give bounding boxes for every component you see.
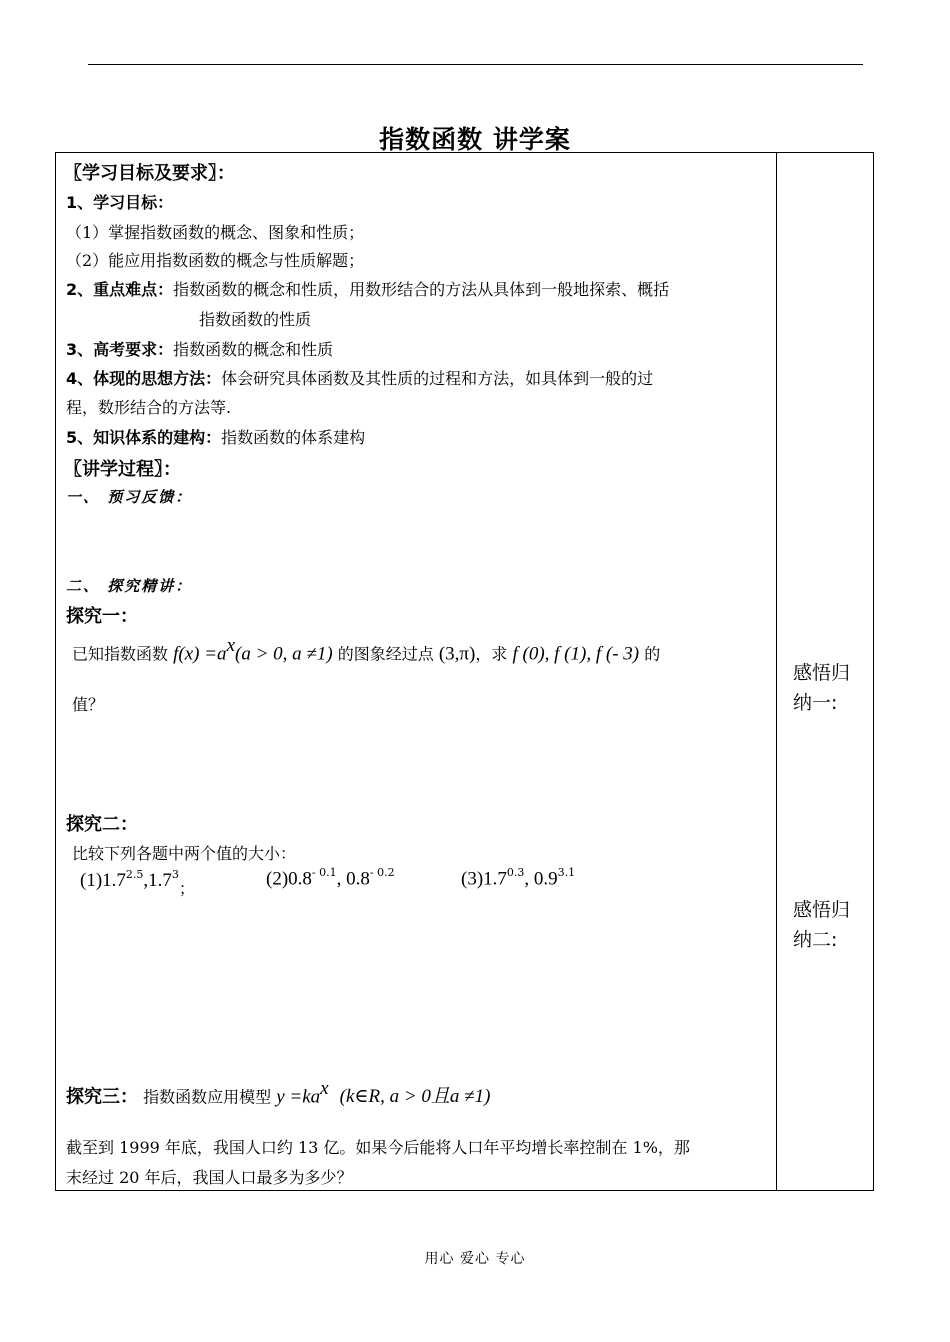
ex3-condition: (k∈R, a > 0且a ≠1) [339, 1086, 491, 1108]
ex1-end: 的 [644, 644, 661, 664]
reflection-note-2-line-1: 感悟归 [793, 899, 851, 921]
document-title: 指数函数 讲学案 [379, 125, 571, 154]
ex3-formula: y =ka [276, 1086, 321, 1108]
exploration-3-question-line-2: 末经过 20 年后，我国人口最多为多少？ [66, 1168, 353, 1187]
ex1-formula-f: f [173, 643, 179, 665]
goal-item-5-text: 指数函数的体系建构 [221, 428, 366, 447]
ex1-ask: ，求 [475, 644, 508, 664]
goal-item-4-label: 4、体现的思想方法： [66, 369, 222, 388]
goal-item-4 [66, 366, 653, 389]
exploration-3-row [66, 1080, 490, 1108]
exploration-3-question-line-1: 截至到 1999 年底，我国人口约 13 亿。如果今后能将人口年平均增长率控制在 1%，那 [66, 1138, 690, 1157]
reflection-note-1 [793, 658, 863, 718]
ex2-p1-sup1: 2.5 [125, 867, 144, 881]
ex2-p3-b: , 0.9 [524, 868, 558, 890]
reflection-note-2-line-2: 纳二: [793, 929, 838, 951]
goal-item-5-label: 5、知识体系的建构： [66, 428, 222, 447]
goal-item-5 [66, 425, 365, 448]
ex2-p2-b: , 0.8 [336, 868, 370, 890]
ex3-formula-sup: x [320, 1078, 329, 1099]
goal-item-2 [66, 277, 669, 300]
ex1-formula-sup: x [226, 635, 235, 656]
goal-item-2-label: 2、重点难点： [66, 280, 174, 299]
ex1-pre: 已知指数函数 [72, 644, 169, 664]
goal-item-3 [66, 337, 333, 360]
ex2-p3-sup2: 3.1 [557, 866, 576, 879]
process-heading: 〖讲学过程〗： [64, 459, 181, 480]
goal-item-2-text: 指数函数的概念和性质，用数形结合的方法从具体到一般地探索、概括 [173, 280, 670, 299]
reflection-note-1-line-2: 纳一: [793, 692, 838, 714]
ex2-p1-sep: ； [178, 879, 195, 898]
column-divider [776, 153, 777, 1190]
ex2-p2-sup1: - 0.1 [311, 866, 337, 879]
goal-item-1: 1、学习目标： [66, 193, 174, 212]
exploration-3-label: 探究三： [66, 1086, 138, 1108]
exploration-1-label: 探究一： [66, 606, 138, 627]
goal-item-3-text: 指数函数的概念和性质 [173, 340, 334, 359]
goal-item-4-cont: 程，数形结合的方法等. [66, 398, 232, 417]
ex1-formula-cond: (a > 0, a ≠1) [235, 643, 333, 665]
exploration-2-label: 探究二： [66, 814, 138, 835]
ex1-mid: 的图象经过点 [337, 644, 434, 664]
exploration-1-question-cont: 值？ [72, 695, 105, 714]
ex2-p1-a: (1)1.7 [80, 870, 126, 891]
ex2-p1-sup2: 3 [171, 867, 179, 881]
reflection-note-1-line-1: 感悟归 [793, 662, 851, 684]
goal-item-2-cont: 指数函数的性质 [199, 310, 312, 329]
part-1-heading: 一、 预习反馈： [66, 488, 193, 506]
lesson-table [55, 152, 874, 1191]
ex2-p1-b: ,1.7 [143, 870, 172, 891]
exploration-1-question [72, 637, 660, 665]
ex1-formula-x: (x) =a [178, 643, 227, 665]
ex2-p2-a: (2)0.8 [266, 868, 312, 890]
goal-item-1b: （2）能应用指数函数的概念与性质解题； [66, 251, 365, 270]
header-rule [88, 64, 863, 65]
exploration-2-problem-2 [266, 868, 395, 890]
goal-item-1a: （1）掌握指数函数的概念、图象和性质； [66, 223, 365, 242]
page-footer: 用心 爱心 专心 [424, 1251, 526, 1267]
goal-item-3-label: 3、高考要求： [66, 340, 174, 359]
ex1-point: (3,π) [438, 643, 476, 665]
ex1-values: f (0), f (1), f (- 3) [512, 643, 640, 665]
ex2-p2-sup2: - 0.2 [369, 866, 395, 879]
ex2-p3-a: (3)1.7 [461, 868, 507, 890]
goal-item-4-text: 体会研究具体函数及其性质的过程和方法，如具体到一般的过 [221, 369, 654, 388]
exploration-2-intro: 比较下列各题中两个值的大小： [72, 844, 297, 863]
exploration-2-problem-1 [80, 867, 195, 898]
reflection-note-2 [793, 895, 863, 955]
exploration-3-intro: 指数函数应用模型 [143, 1087, 272, 1107]
ex2-p3-sup1: 0.3 [506, 866, 525, 879]
part-2-heading: 二、 探究精讲： [66, 577, 193, 595]
exploration-2-problem-3 [461, 868, 575, 890]
goals-heading: 〖学习目标及要求〗： [64, 163, 235, 184]
